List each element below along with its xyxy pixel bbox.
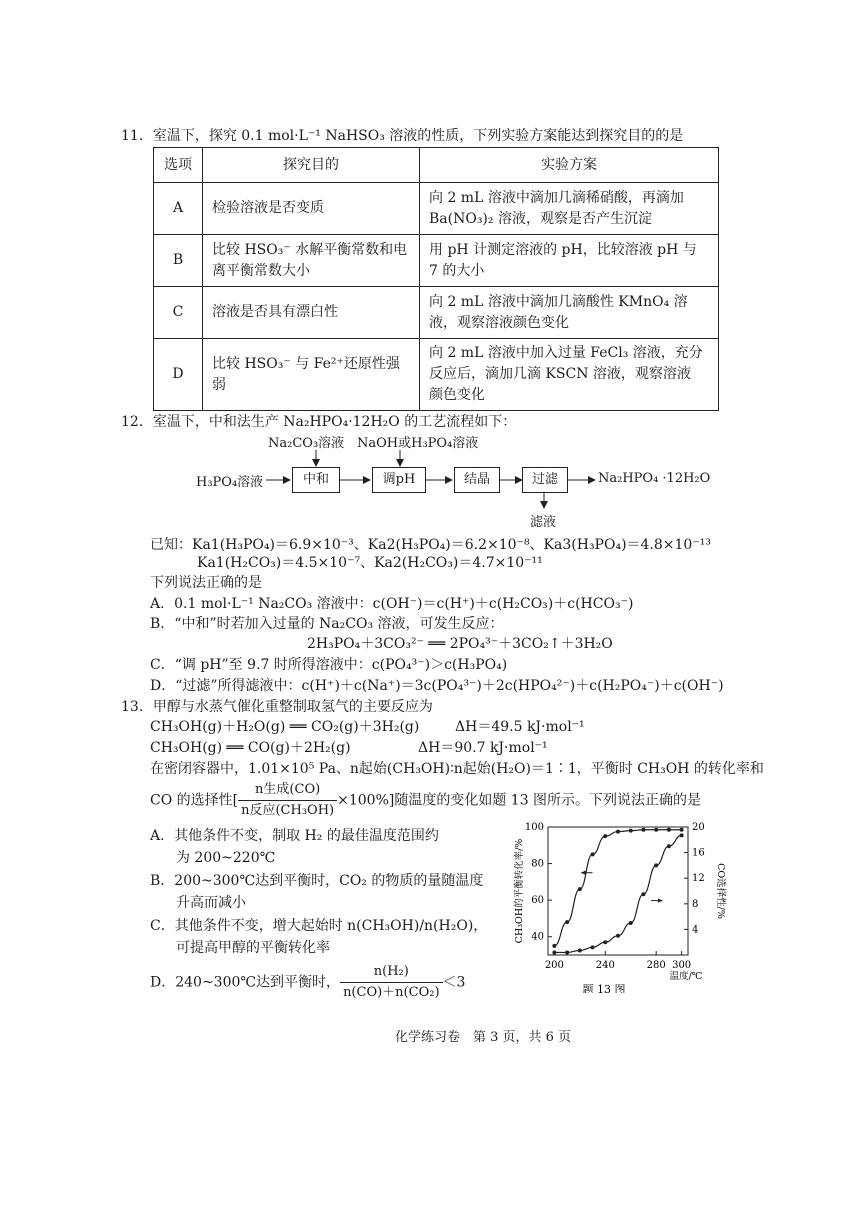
y-left-tick-label: 80 (531, 858, 544, 870)
flow-filtrate: 滤液 (530, 515, 557, 530)
q12-option-a: A．0.1 mol·L⁻¹ Na₂CO₃ 溶液中：c(OH⁻)＝c(H⁺)＋c(H₂CO₃)＋c(HCO₃⁻) (150, 596, 634, 612)
ratio-fraction: $\frac{\text{n(H₂)}}{\text{n(CO)＋n(CO₂)}}$ (340, 962, 442, 1003)
flow-input-naoh: NaOH或H₃PO₄溶液 (357, 436, 479, 451)
data-point-left (654, 828, 658, 832)
x-tick-label: 300 (672, 960, 692, 971)
x-axis-title: 温度/℃ (669, 971, 703, 982)
q12-known-1: 已知：Ka1(H₃PO₄)＝6.9×10⁻³、Ka2(H₃PO₄)＝6.2×10⁻⁸、Ka3(H₃PO₄)＝4.8×10⁻¹³ (150, 537, 711, 553)
q13-enthalpy-1: ΔH＝49.5 kJ·mol⁻¹ (455, 719, 585, 735)
data-point-right (591, 945, 595, 949)
chart-caption: 题 13 图 (582, 983, 626, 993)
flow-step-adjust-ph: 调pH (372, 467, 426, 493)
data-point-left (578, 887, 582, 891)
y-right-tick-label: 4 (692, 924, 699, 936)
y-right-tick-label: 8 (692, 898, 699, 910)
table-row (154, 183, 719, 235)
row-option: A (154, 183, 203, 235)
data-point-right (641, 892, 645, 896)
table-row (154, 235, 719, 287)
page-footer: 化学练习卷 第 3 页，共 6 页 (395, 1030, 572, 1045)
y-right-tick-label: 20 (692, 822, 705, 833)
x-tick-label: 200 (544, 960, 564, 971)
selectivity-fraction: $\frac{\text{n生成(CO)}}{\text{n反应(CH₃OH)}}$ (238, 780, 337, 821)
q12-option-d: D．“过滤”所得滤液中：c(H⁺)＋c(Na⁺)＝3c(PO₄³⁻)＋2c(HPO₄²⁻)＋c(H₂PO₄⁻)＋c(OH⁻) (150, 678, 724, 694)
q12-stem: 12．室温下，中和法生产 Na₂HPO₄·12H₂O 的工艺流程如下： (121, 414, 517, 430)
q13-conditions: 在密闭容器中，1.01×10⁵ Pa、n起始(CH₃OH)∶n起始(H₂O)＝1∶1，平衡时 CH₃OH 的转化率和 (150, 761, 764, 777)
row-goal: 检验溶液是否变质 (203, 183, 420, 235)
data-point-left (641, 828, 645, 832)
q12-ask: 下列说法正确的是 (150, 575, 262, 591)
row-option: B (154, 235, 203, 287)
table-header-row (154, 148, 719, 183)
row-option: C (154, 287, 203, 339)
q13-option-c-2: 可提高甲醇的平衡转化率 (176, 940, 330, 956)
flow-step-filter: 过滤 (522, 467, 568, 493)
header-option: 选项 (154, 148, 203, 183)
row-goal: 溶液是否具有漂白性 (203, 287, 420, 339)
y-left-tick-label: 60 (531, 895, 544, 907)
row-goal: 比较 HSO₃⁻ 与 Fe²⁺还原性强弱 (203, 339, 420, 411)
data-point-right (603, 940, 607, 944)
data-point-left (552, 944, 556, 948)
data-point-left (565, 920, 569, 924)
y-left-axis-title: CH₃OH的平衡转化率/% (514, 838, 525, 944)
data-point-right (629, 921, 633, 925)
q11-table (153, 147, 719, 411)
data-point-right (552, 950, 556, 954)
x-tick-label: 280 (646, 960, 666, 971)
q13-option-b-2: 升高而减小 (176, 895, 246, 911)
q13-enthalpy-2: ΔH＝90.7 kJ·mol⁻¹ (418, 740, 548, 756)
flow-step-neutralize: 中和 (292, 467, 340, 493)
series-line-left (554, 830, 681, 946)
table-row (154, 339, 719, 411)
y-left-tick-label: 40 (531, 931, 544, 943)
y-right-tick-label: 16 (692, 847, 705, 859)
data-point-left (667, 828, 671, 832)
row-plan: 向 2 mL 溶液中滴加几滴酸性 KMnO₄ 溶 液，观察溶液颜色变化 (420, 287, 719, 339)
data-point-right (565, 950, 569, 954)
y-left-tick-label: 100 (524, 822, 544, 833)
q13-equation-1: CH₃OH(g)＋H₂O(g) ══ CO₂(g)＋3H₂(g) (150, 719, 420, 735)
q13-selectivity-definition: CO 的选择性[ $\frac{\text{n生成(CO)}}{\text{n反应(CH₃OH)}}$ ×100%]随温度的变化如题 13 图所示。下列说法正确的是 (150, 780, 701, 821)
table-row (154, 287, 719, 339)
q13-option-c-1: C．其他条件不变，增大起始时 n(CH₃OH)/n(H₂O)， (150, 918, 488, 934)
q13-chart (508, 815, 730, 993)
row-plan: 向 2 mL 溶液中加入过量 FeCl₃ 溶液，充分 反应后，滴加几滴 KSCN 溶液，观察溶液 颜色变化 (420, 339, 719, 411)
q13-option-a-2: 为 200~220℃ (176, 850, 276, 866)
y-right-axis-title: CO选择性/% (715, 863, 726, 919)
data-point-left (680, 828, 684, 832)
q13-stem: 13．甲醇与水蒸气催化重整制取氢气的主要反应为 (121, 699, 433, 715)
q12-option-b-equation: 2H₃PO₄＋3CO₃²⁻ ══ 2PO₄³⁻＋3CO₂↑＋3H₂O (307, 636, 613, 652)
flow-product: Na₂HPO₄ ·12H₂O (598, 471, 711, 486)
left-axis-indicator-arrow-head (581, 871, 586, 875)
data-point-left (591, 852, 595, 856)
q12-option-c: C．“调 pH”至 9.7 时所得溶液中：c(PO₄³⁻)＞c(H₃PO₄) (150, 657, 508, 673)
q12-known-2: Ka1(H₂CO₃)＝4.5×10⁻⁷、Ka2(H₂CO₃)＝4.7×10⁻¹¹ (197, 555, 543, 571)
data-point-right (616, 934, 620, 938)
flow-input-na2co3: Na₂CO₃溶液 (268, 436, 345, 451)
q12-option-b: B．“中和”时若加入过量的 Na₂CO₃ 溶液，可发生反应： (150, 616, 504, 632)
y-right-tick-label: 12 (692, 873, 705, 885)
right-axis-indicator-arrow-head (658, 898, 663, 902)
row-plan: 向 2 mL 溶液中滴加几滴稀硝酸，再滴加 Ba(NO₃)₂ 溶液，观察是否产生沉淀 (420, 183, 719, 235)
q13-option-d: D．240~300℃达到平衡时， $\frac{\text{n(H₂)}}{\text{n(CO)＋n(CO₂)}}$ ＜3 (150, 962, 465, 1003)
data-point-right (667, 844, 671, 848)
row-option: D (154, 339, 203, 411)
q13-equation-2: CH₃OH(g) ══ CO(g)＋2H₂(g) (150, 740, 351, 756)
data-point-left (629, 829, 633, 833)
data-point-left (616, 830, 620, 834)
data-point-right (654, 863, 658, 867)
row-plan: 用 pH 计测定溶液的 pH，比较溶液 pH 与 7 的大小 (420, 235, 719, 287)
data-point-right (578, 949, 582, 953)
q13-option-b-1: B．200~300℃达到平衡时，CO₂ 的物质的量随温度 (150, 873, 484, 889)
q11-stem: 11．室温下，探究 0.1 mol·L⁻¹ NaHSO₃ 溶液的性质，下列实验方案能达到探究目的的是 (121, 128, 684, 144)
header-goal: 探究目的 (203, 148, 420, 183)
flow-start: H₃PO₄溶液 (196, 475, 264, 490)
x-tick-label: 240 (595, 960, 615, 971)
row-goal: 比较 HSO₃⁻ 水解平衡常数和电 离平衡常数大小 (203, 235, 420, 287)
header-plan: 实验方案 (420, 148, 719, 183)
flow-step-crystallize: 结晶 (454, 467, 500, 493)
data-point-left (603, 834, 607, 838)
q13-option-a-1: A．其他条件不变，制取 H₂ 的最佳温度范围约 (150, 828, 439, 844)
data-point-right (680, 833, 684, 837)
